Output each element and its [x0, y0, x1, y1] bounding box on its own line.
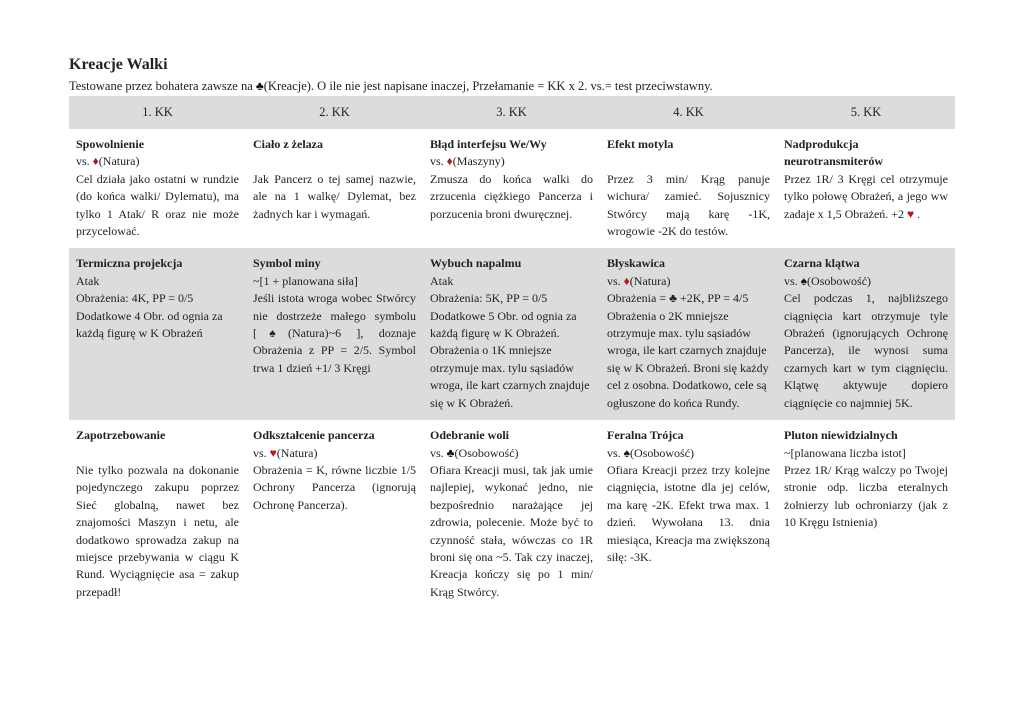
kreacja-name: Efekt motyla — [607, 137, 674, 151]
vs-label: vs. — [607, 445, 624, 460]
kreacja-description-line: Obrażenia = ♣ +2K, PP = 4/5 — [607, 291, 749, 306]
header-row — [69, 96, 955, 129]
diamond-icon: ♦ — [92, 154, 99, 169]
kreacja-subtitle: Atak — [76, 273, 100, 288]
kreacja-name: Symbol miny — [253, 256, 321, 271]
kreacja-name: Zapotrzebowanie — [76, 428, 166, 443]
spacer — [253, 153, 416, 170]
description-text: Przez 1R/ 3 Kręgi cel otrzymuje tylko połowę Obrażeń, a jego ww zadaje x 1,5 Obrażeń. +2 — [784, 171, 948, 221]
kreacja-name: Termiczna projekcja — [76, 256, 183, 271]
kreacja-cell — [777, 248, 955, 420]
kreacja-name: Błąd interfejsu We/Wy — [430, 137, 547, 151]
kreacja-cell — [69, 248, 246, 420]
kreacja-description-line: Obrażenia: 5K, PP = 0/5 — [430, 291, 548, 306]
description-tail: . — [914, 206, 921, 221]
diamond-icon: ♦ — [623, 273, 630, 288]
vs-label: vs. — [430, 445, 447, 460]
kreacja-description: Jeśli istota wroga wobec Stwórcy nie dostrzeże małego symbolu [♠(Natura)~6 ], doznaje Obrażenia z PP = 2/5. Symbol trwa 1 dzień +1/ 3 Kręgi — [253, 291, 416, 375]
vs-label: vs. — [784, 273, 801, 288]
kreacja-cell — [246, 420, 423, 609]
kreacja-description — [784, 171, 948, 223]
kreacje-table — [69, 96, 955, 609]
heart-icon: ♥ — [907, 206, 915, 221]
spade-icon: ♠ — [800, 273, 808, 288]
kreacja-cell — [600, 248, 777, 420]
kreacja-test — [784, 273, 948, 290]
vs-attribute: (Natura) — [276, 445, 318, 460]
kreacja-description: Nie tylko pozwala na dokonanie pojedynczego zakupu poprzez Sieć globalną, nawet bez znajomości Maszyn i netu, ale dodatkowo sprowadza zakup na miejsce przebywania w ciągu K Rund. Wyciągnięcie asa = zakup przepadł! — [76, 462, 239, 599]
vs-attribute: (Osobowość) — [807, 273, 872, 288]
table-row — [69, 129, 955, 248]
header-kk-3: 3. KK — [423, 96, 600, 129]
diamond-icon: ♦ — [446, 154, 453, 169]
table-body — [69, 129, 955, 609]
vs-label: vs. — [430, 154, 447, 169]
header-kk-5: 5. KK — [777, 96, 955, 129]
kreacja-description: Przez 3 min/ Krąg panuje wichura/ zamieć. Sojusznicy Stwórcy mają karę -1K, wrogowie -2K do testów. — [607, 171, 770, 239]
kreacja-description: Przez 1R/ Krąg walczy po Twojej stronie odp. liczba eteralnych żołnierzy lub ochroniarzy (jak z 10 Kręgu Istnienia) — [784, 462, 948, 530]
page — [69, 54, 955, 609]
vs-label: vs. — [76, 154, 93, 169]
kreacja-name: Ciało z żelaza — [253, 137, 323, 151]
kreacja-cell — [246, 248, 423, 420]
table-row — [69, 248, 955, 420]
kreacja-name: Odebranie woli — [430, 428, 510, 443]
vs-attribute: (Natura) — [98, 154, 140, 169]
vs-attribute: (Natura) — [629, 273, 671, 288]
kreacja-description: Zmusza do końca walki do zrzucenia ciężkiego Pancerza i porzucenia broni dwuręcznej. — [430, 171, 593, 221]
kreacja-subtitle: ~[planowana liczba istot] — [784, 445, 906, 460]
table-row — [69, 420, 955, 609]
kreacja-test — [607, 445, 770, 462]
kreacja-description-line: Dodatkowe 5 Obr. od ognia za każdą figurę w K Obrażeń. Obrażenia o 1K mniejsze otrzymuje max. tylu sąsiadów wroga, ile kart czarnych znajduje się w K Obrażeń. — [430, 308, 590, 410]
kreacja-cell — [69, 420, 246, 609]
kreacja-name: Feralna Trójca — [607, 428, 684, 443]
vs-attribute: (Maszyny) — [452, 154, 505, 169]
kreacja-name: Czarna klątwa — [784, 256, 860, 271]
kreacja-test — [253, 445, 416, 462]
header-kk-4: 4. KK — [600, 96, 777, 129]
kreacja-cell — [777, 420, 955, 609]
kreacja-cell — [69, 129, 246, 248]
header-kk-1: 1. KK — [69, 96, 246, 129]
kreacja-description-line: Dodatkowe 4 Obr. od ognia za każdą figurę w K Obrażeń — [76, 308, 223, 341]
page-title: Kreacje Walki — [69, 56, 168, 73]
club-icon: ♣ — [446, 445, 455, 460]
kreacja-cell — [600, 420, 777, 609]
kreacja-description: Ofiara Kreacji musi, tak jak umie najlepiej, wykonać jedno, nie bezpośrednio narażające jej zdrowia, polecenie. Może być to czynność stała, wówczas co 1R broni się ona ~5. Tak czy inaczej, Kreacja kończy się po 1 min/ Krąg Stwórcy. — [430, 462, 593, 599]
vs-label: vs. — [253, 445, 270, 460]
kreacja-name: Pluton niewidzialnych — [784, 428, 898, 443]
kreacja-description: Cel podczas 1, najbliższego ciągnięcia kart otrzymuje tyle Obrażeń (ignorujących Ochronę Pancerza), ile wynosi suma czarnych kart w tym ciągnięciu. Klątwę aktywuje dopiero ciągnięcie co najmniej 5K. — [784, 291, 948, 410]
kreacja-subtitle: ~[1 + planowana siła] — [253, 273, 358, 288]
kreacja-name: Nadprodukcja neurotransmiterów — [784, 137, 884, 169]
kreacja-test — [76, 153, 239, 170]
kreacja-cell — [423, 129, 600, 248]
kreacja-cell — [423, 420, 600, 609]
kreacja-cell — [600, 129, 777, 248]
kreacja-name: Błyskawica — [607, 256, 666, 271]
heart-icon: ♥ — [269, 445, 277, 460]
club-icon: ♣ — [255, 79, 264, 93]
kreacja-test — [430, 445, 593, 462]
kreacja-cell — [777, 129, 955, 248]
kreacja-name: Spowolnienie — [76, 137, 145, 151]
kreacja-description: Cel działa jako ostatni w rundzie (do końca walki/ Dylematu), ma tylko 1 Atak/ R oraz nie może przycelować. — [76, 171, 239, 239]
kreacja-cell — [246, 129, 423, 248]
kreacja-name: Wybuch napalmu — [430, 256, 522, 271]
spacer — [76, 445, 239, 462]
intro-before: Testowane przez bohatera zawsze na — [69, 79, 256, 93]
kreacja-description: Jak Pancerz o tej samej nazwie, ale na 1 walkę/ Dylemat, bez żadnych kar i wymagań. — [253, 171, 416, 221]
kreacja-cell — [423, 248, 600, 420]
spade-icon: ♠ — [623, 445, 631, 460]
header-kk-2: 2. KK — [246, 96, 423, 129]
kreacja-subtitle: Atak — [430, 273, 454, 288]
kreacja-description: Obrażenia = K, równe liczbie 1/5 Ochrony Pancerza (ignorują Ochronę Pancerza). — [253, 462, 416, 512]
kreacja-test — [430, 153, 593, 170]
kreacja-name: Odkształcenie pancerza — [253, 428, 375, 443]
vs-label: vs. — [607, 273, 624, 288]
kreacja-test — [607, 273, 770, 290]
kreacja-description-line: Obrażenia: 4K, PP = 0/5 — [76, 291, 194, 306]
intro-text — [69, 77, 955, 95]
spacer — [607, 153, 770, 170]
vs-attribute: (Osobowość) — [630, 445, 695, 460]
intro-after: (Kreacje). O ile nie jest napisane inaczej, Przełamanie = KK x 2. vs.= test przeciwstawny. — [263, 79, 713, 93]
kreacja-description: Ofiara Kreacji przez trzy kolejne ciągnięcia, istotne dla jej celów, ma karę -2K. Efekt trwa max. 1 dzień. Wywołana 13. dnia miesiąca, Kreacja ma zwiększoną siłę: -3K. — [607, 462, 770, 564]
vs-attribute: (Osobowość) — [454, 445, 519, 460]
kreacja-description-line: Obrażenia o 2K mniejsze otrzymuje max. tylu sąsiadów wroga, ile kart czarnych znajduje się w K Obrażeń. Broni się każdy cel z osobna. Dodatkowo, cele są ogłuszone do końca Rundy. — [607, 308, 769, 410]
